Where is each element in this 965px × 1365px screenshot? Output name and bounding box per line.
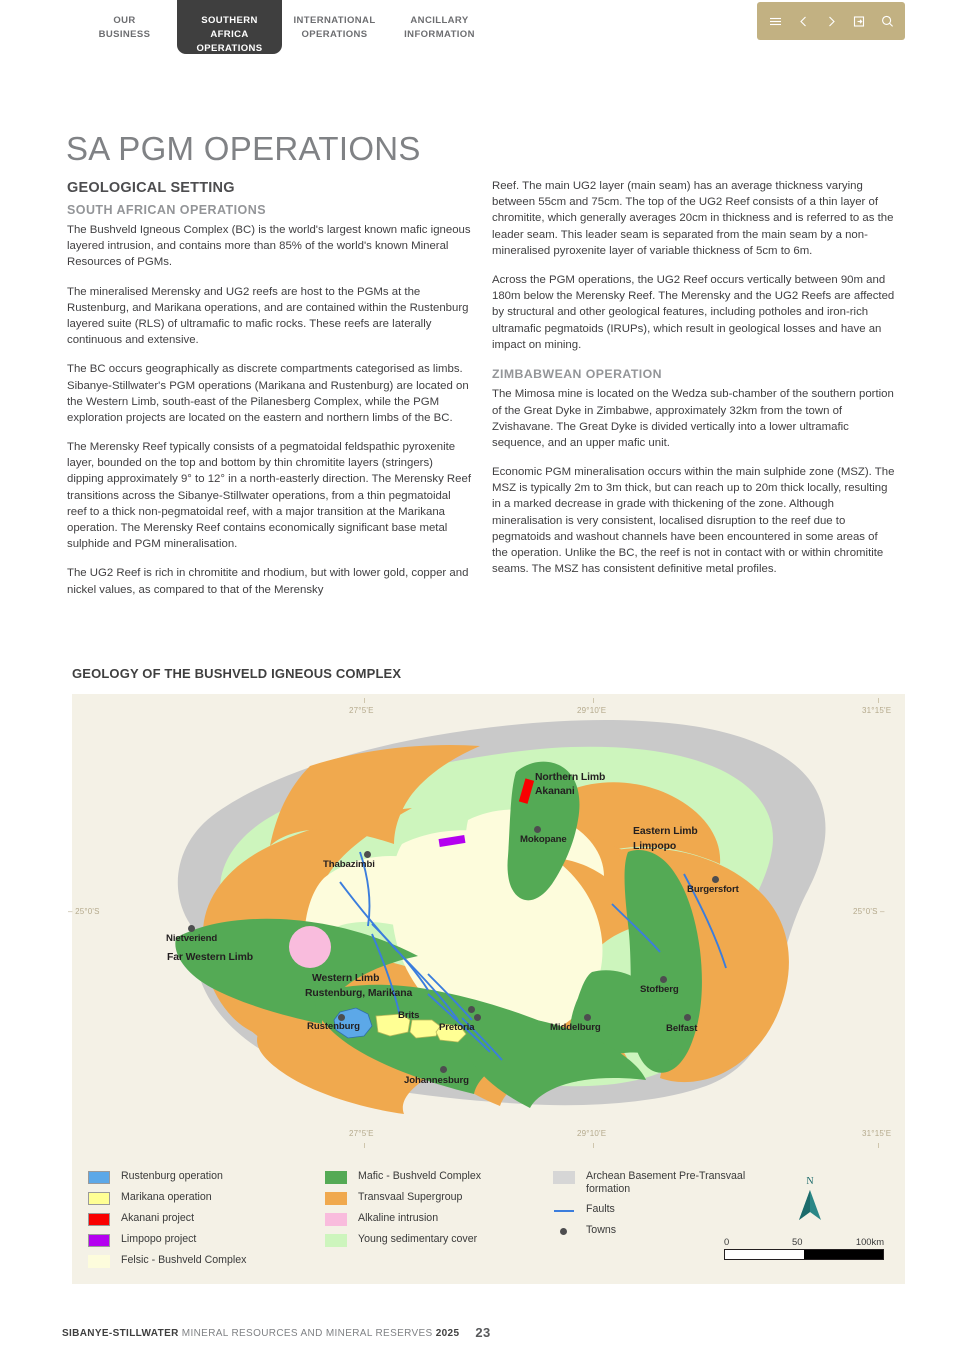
legend-swatch — [88, 1192, 110, 1205]
legend-label: Alkaline intrusion — [358, 1212, 439, 1224]
legend-label: Limpopo project — [121, 1233, 197, 1245]
legend-swatch — [325, 1171, 347, 1184]
legend-label: Felsic - Bushveld Complex — [121, 1254, 247, 1266]
town-label-middelburg: Middelburg — [550, 1022, 601, 1033]
top-navigation — [0, 0, 965, 58]
legend-item-felsic-bushveld-complex — [88, 1254, 328, 1268]
page-footer — [62, 1325, 491, 1340]
menu-icon[interactable] — [768, 14, 783, 29]
nav-tab-line1: SOUTHERN AFRICA — [201, 15, 258, 40]
town-label-thabazimbi: Thabazimbi — [323, 859, 375, 870]
scale-half-light — [725, 1250, 804, 1259]
map-lat-label-left: – 25°0'S — [68, 907, 100, 916]
nav-tab-list — [72, 0, 492, 54]
footer-text: MINERAL RESOURCES AND MINERAL RESERVES — [178, 1328, 436, 1339]
legend-item-transvaal-supergroup — [325, 1191, 555, 1205]
paragraph: The Bushveld Igneous Complex (BC) is the world's largest known mafic igneous layered intrusion, and contains more than 85% of the world's known Mineral Resources of PGMs. — [67, 224, 471, 269]
marikana-operation-area — [410, 1020, 440, 1038]
nav-tab-southern-africa-operations[interactable] — [177, 0, 282, 54]
legend-item-alkaline-intrusion — [325, 1212, 555, 1226]
right-text-column — [492, 178, 896, 590]
region-label-rustenburg-marikana: Rustenburg, Marikana — [305, 988, 413, 999]
nav-tab-line2: OPERATIONS — [196, 42, 263, 54]
paragraph: The BC occurs geographically as discrete compartments categorised as limbs. Sibanye-Stillwater's PGM operations (Marikana and Rustenburg) are located on the Western Limb, south-east of the Pilanesberg Complex, while the PGM exploration projects are located on the eastern and northern limbs of the BC. — [67, 363, 469, 424]
viewer-toolbar — [757, 2, 905, 40]
nav-tab-line2: INFORMATION — [404, 28, 475, 40]
map-geology-layers — [72, 694, 905, 1164]
zimbabwean-operation-heading: ZIMBABWEAN OPERATION — [492, 366, 662, 381]
town-label-nietveriend: Nietveriend — [166, 933, 218, 944]
town-dot-pretoria — [474, 1014, 481, 1021]
legend-item-rustenburg-operation — [88, 1170, 328, 1184]
region-label-limpopo: Limpopo — [633, 841, 677, 852]
legend-item-archean-basement — [553, 1170, 778, 1196]
nav-tab-line1: INTERNATIONAL — [293, 15, 376, 26]
paragraph: The UG2 Reef is rich in chromitite and rhodium, but with lower gold, copper and nickel values, as compared to that of the Merensky — [67, 567, 469, 596]
legend-item-marikana-operation — [88, 1191, 328, 1205]
left-text-column — [67, 222, 471, 611]
prev-page-icon[interactable] — [796, 14, 811, 29]
compass-arrow-icon — [796, 1188, 824, 1222]
town-dot-icon — [553, 1225, 575, 1238]
map-lon-label-bottom-1: 27°5'E — [349, 1129, 374, 1138]
nav-tab-ancillary-information[interactable] — [387, 0, 492, 54]
map-lon-label-top-2: 29°10'E — [577, 706, 607, 715]
paragraph: The Mimosa mine is located on the Wedza sub-chamber of the southern portion of the Great Dyke in Zimbabwe, approximately 32km from the town of Zvishavane. The Great Dyke is divided vertically into a lower ultramafic sequence, and an upper mafic unit. — [492, 388, 894, 449]
town-dot-brits — [468, 1006, 475, 1013]
town-dot-rustenburg — [338, 1014, 345, 1021]
footer-year: 2025 — [435, 1328, 460, 1339]
town-label-rustenburg: Rustenburg — [307, 1021, 360, 1032]
nav-tab-line2: OPERATIONS — [301, 28, 368, 40]
scale-half-dark — [804, 1250, 883, 1259]
region-label-western-limb: Western Limb — [312, 973, 380, 984]
exit-icon[interactable] — [852, 14, 867, 29]
footer-brand: SIBANYE-STILLWATER — [62, 1328, 179, 1339]
geology-map — [68, 694, 905, 1284]
page-title: SA PGM OPERATIONS — [66, 130, 421, 167]
town-label-belfast: Belfast — [666, 1023, 698, 1034]
map-lon-label-top-3: 31°15'E — [862, 706, 892, 715]
paragraph: Economic PGM mineralisation occurs within the main sulphide zone (MSZ). The MSZ is typically 2m to 3m thick, but can reach up to 20m thick locally, resulting in a marked decrease in grade with thickening of the zone. Although mineralisation is very consistent, localised disruption to the reef due to pegmatoids and washout channels have been encountered in some areas of the operation. Unlike the BC, the reef is not in contact with or within chromitite seams. The MSZ has consistent definitive metal profiles. — [492, 466, 895, 576]
town-dot-middelburg — [584, 1014, 591, 1021]
legend-label: Faults — [586, 1203, 615, 1216]
legend-item-akanani-project — [88, 1212, 328, 1226]
compass-rose — [790, 1176, 830, 1227]
legend-item-mafic-bushveld-complex — [325, 1170, 555, 1184]
scale-tick-50: 50 — [792, 1236, 803, 1247]
legend-column-geology — [325, 1170, 555, 1254]
town-label-brits: Brits — [398, 1010, 420, 1021]
scale-tick-0: 0 — [724, 1236, 730, 1247]
search-icon[interactable] — [880, 14, 895, 29]
map-lon-label-bottom-2: 29°10'E — [577, 1129, 607, 1138]
scale-tick-labels — [724, 1236, 884, 1249]
region-label-akanani: Akanani — [535, 786, 575, 797]
map-lon-label-bottom-3: 31°15'E — [862, 1129, 892, 1138]
town-dot-nietveriend — [188, 925, 195, 932]
paragraph: Across the PGM operations, the UG2 Reef occurs vertically between 90m and 180m below the Merensky Reef. The Merensky and the UG2 Reefs are affected by structural and other geological features, including potholes and iron-rich ultramafic pegmatoids (IRUPs), which result in geological losses and have an impact on mining. — [492, 273, 895, 351]
legend-label: Akanani project — [121, 1212, 195, 1224]
town-label-mokopane: Mokopane — [520, 834, 567, 845]
legend-label: Archean Basement Pre-Transvaal formation — [586, 1170, 746, 1196]
town-dot-johannesburg — [440, 1066, 447, 1073]
paragraph: The Merensky Reef typically consists of a pegmatoidal feldspathic pyroxenite layer, bounded on the top and bottom by thin chromitite layers (stringers) dipping approximately 9° to 12° in a north-easterly direction. The Merensky Reef transitions across the Sibanye-Stillwater operations, from a thin pegmatoidal reef to a thick non-pegmatoidal reef, with a major transition at the Marikana operation. The Merensky Reef contains economically significant base metal sulphide and PGM mineralisation. — [67, 441, 471, 551]
legend-swatch — [325, 1234, 347, 1247]
legend-swatch — [88, 1213, 110, 1226]
legend-swatch — [553, 1171, 575, 1184]
legend-swatch — [325, 1192, 347, 1205]
nav-tab-international-operations[interactable] — [282, 0, 387, 54]
legend-column-basement — [553, 1170, 778, 1245]
region-label-far-western-limb: Far Western Limb — [167, 952, 253, 963]
legend-label: Mafic - Bushveld Complex — [358, 1170, 482, 1182]
fault-line-icon — [553, 1204, 575, 1217]
map-title: GEOLOGY OF THE BUSHVELD IGNEOUS COMPLEX — [72, 666, 402, 681]
paragraph: Reef. The main UG2 layer (main seam) has an average thickness varying between 55cm and 75cm. The top of the UG2 Reef consists of a thin layer of chromitite, which generally averages 20cm in thickness and is referred to as the leader seam. This leader seam is separated from the main seam by a non-mineralised pyroxenite layer of variable thickness of 5cm to 6m. — [492, 180, 894, 257]
town-dot-stofberg — [660, 976, 667, 983]
legend-label: Rustenburg operation — [121, 1170, 223, 1182]
nav-tab-line1: OUR — [113, 15, 136, 26]
town-dot-belfast — [684, 1014, 691, 1021]
town-dot-thabazimbi — [364, 851, 371, 858]
map-scale-bar — [724, 1236, 884, 1260]
legend-swatch — [88, 1255, 110, 1268]
town-dot-mokopane — [534, 826, 541, 833]
alkaline-intrusion-pilanesberg — [289, 926, 331, 968]
legend-item-limpopo-project — [88, 1233, 328, 1247]
legend-label: Marikana operation — [121, 1191, 212, 1203]
town-label-burgersfort: Burgersfort — [687, 884, 739, 895]
legend-item-young-sedimentary-cover — [325, 1233, 555, 1247]
region-label-northern-limb: Northern Limb — [535, 772, 606, 783]
legend-label: Towns — [586, 1224, 617, 1237]
legend-column-operations — [88, 1170, 328, 1275]
nav-tab-line2: BUSINESS — [98, 28, 151, 40]
town-label-pretoria: Pretoria — [439, 1022, 475, 1033]
nav-tab-line1: ANCILLARY — [410, 15, 469, 26]
legend-swatch — [88, 1234, 110, 1247]
town-label-johannesburg: Johannesburg — [404, 1075, 469, 1086]
paragraph: The mineralised Merensky and UG2 reefs are host to the PGMs at the Rustenburg, and Marikana operations, and are contained within the Rustenburg layered suite (RLS) of ultramafic to mafic rocks. These reefs are laterally continuous and extensive. — [67, 285, 469, 347]
map-legend — [72, 1170, 905, 1284]
legend-label: Transvaal Supergroup — [358, 1191, 463, 1203]
region-label-eastern-limb: Eastern Limb — [633, 826, 698, 837]
sub-heading: SOUTH AFRICAN OPERATIONS — [67, 203, 266, 217]
scale-rect — [724, 1249, 884, 1260]
scale-tick-100: 100km — [855, 1236, 884, 1247]
page-number: 23 — [475, 1325, 491, 1340]
section-heading: GEOLOGICAL SETTING — [67, 180, 235, 196]
town-label-stofberg: Stofberg — [640, 984, 679, 995]
compass-north-label: N — [806, 1176, 814, 1187]
map-lon-label-top-1: 27°5'E — [349, 706, 374, 715]
legend-item-faults — [553, 1203, 778, 1217]
legend-swatch — [88, 1171, 110, 1184]
legend-label: Young sedimentary cover — [358, 1233, 478, 1245]
next-page-icon[interactable] — [824, 14, 839, 29]
town-dot-burgersfort — [712, 876, 719, 883]
map-lat-label-right: 25°0'S – — [853, 907, 885, 916]
nav-tab-our-business[interactable] — [72, 0, 177, 54]
legend-swatch — [325, 1213, 347, 1226]
